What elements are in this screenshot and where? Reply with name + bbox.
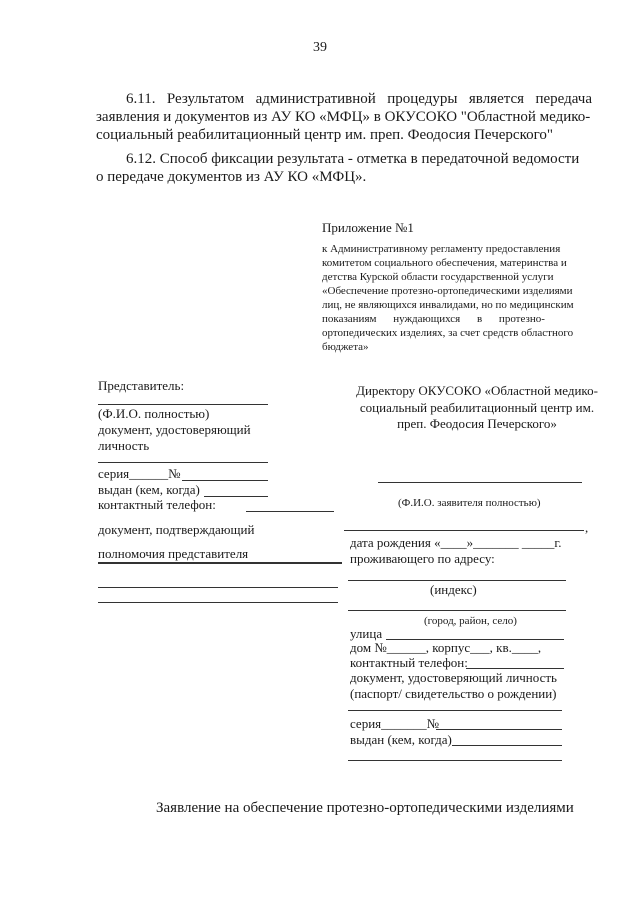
powers-label: полномочия представителя	[98, 546, 249, 561]
paragraph-line: заявления и документов из АУ КО «МФЦ» в ОКУСОКО "Областной медико-	[96, 109, 591, 125]
issued-right-line	[452, 745, 562, 746]
page-number: 39	[313, 40, 327, 55]
phone-label: контактный телефон:	[98, 497, 216, 512]
addressee-line: преп. Феодосия Печерского»	[397, 416, 557, 431]
city-line	[348, 610, 566, 611]
paragraph-6-12	[96, 150, 592, 186]
fio-caption: (Ф.И.О. полностью)	[98, 406, 210, 421]
issued-label: выдан (кем, когда)	[98, 482, 200, 497]
appendix-line: ортопедических изделиях, за счет средств областного	[322, 327, 574, 339]
appendix-line: комитетом социального обеспечения, материнства и	[322, 257, 567, 269]
representative-label: Представитель:	[98, 378, 185, 393]
powers-line-3	[98, 602, 338, 603]
powers-line	[98, 562, 342, 564]
appendix-line: лиц, не являющихся инвалидами, но по медицинским	[322, 299, 574, 311]
paragraph-line: 6.11. Результатом административной процедуры является передача	[126, 91, 592, 107]
powers-line-2	[98, 587, 338, 588]
paragraph-line: 6.12. Способ фиксации результата - отметка в передаточной ведомости	[126, 151, 580, 167]
house-label: дом №______, корпус___, кв.____,	[350, 640, 542, 655]
doc-line	[98, 462, 268, 463]
phone-right-label: контактный телефон:	[350, 655, 468, 670]
appendix-line: «Обеспечение протезно-ортопедическими изделиями	[322, 285, 573, 297]
phone-right-line	[466, 668, 564, 669]
appendix-line: показаниям нуждающихся в протезно-	[322, 313, 545, 325]
index-line	[348, 580, 566, 581]
appendix-text	[322, 242, 594, 354]
applicant-fio-caption: (Ф.И.О. заявителя полностью)	[398, 497, 541, 509]
applicant-name-line	[344, 530, 584, 531]
passport-label: (паспорт/ свидетельство о рождении)	[350, 686, 557, 701]
street-label: улица	[350, 626, 383, 641]
paragraph-6-11	[96, 90, 592, 144]
applicant-fio-line	[378, 482, 582, 483]
paragraph-line: о передаче документов из АУ КО «МФЦ».	[96, 169, 367, 185]
series-label: серия______№	[98, 466, 181, 481]
addressee-line: социальный реабилитационный центр им.	[359, 400, 595, 415]
passport-line	[348, 710, 562, 711]
statement-title: Заявление на обеспечение протезно-ортопедическими изделиями	[156, 800, 574, 816]
paragraph-line: социальный реабилитационный центр им. преп. Феодосия Печерского"	[96, 127, 553, 143]
doc-label: документ, удостоверяющий	[98, 422, 251, 437]
appendix-line: к Административному регламенту предоставления	[322, 243, 561, 255]
comma: ,	[585, 520, 589, 535]
issued-right-label: выдан (кем, когда)	[350, 732, 452, 747]
doc-id-label: документ, удостоверяющий личность	[350, 670, 557, 685]
residing-label: проживающего по адресу:	[350, 551, 495, 566]
series-right-label: серия_______№	[350, 716, 440, 731]
series-line	[182, 480, 268, 481]
birth-date-label: дата рождения «____»_______ _____г.	[350, 535, 562, 550]
appendix-title: Приложение №1	[322, 220, 414, 235]
phone-line	[246, 511, 334, 512]
doc-label-2: личность	[98, 438, 150, 453]
appendix-line: бюджета»	[322, 341, 369, 353]
addressee-line: Директору ОКУСОКО «Областной медико-	[356, 383, 598, 398]
confirm-doc-label: документ, подтверждающий	[98, 522, 255, 537]
city-caption: (город, район, село)	[424, 615, 517, 627]
series-right-line	[436, 729, 562, 730]
issued-right-line-2	[348, 760, 562, 761]
index-caption: (индекс)	[430, 582, 477, 597]
fio-line	[98, 404, 268, 405]
appendix-line: детства Курской области государственной услуги	[322, 271, 554, 283]
